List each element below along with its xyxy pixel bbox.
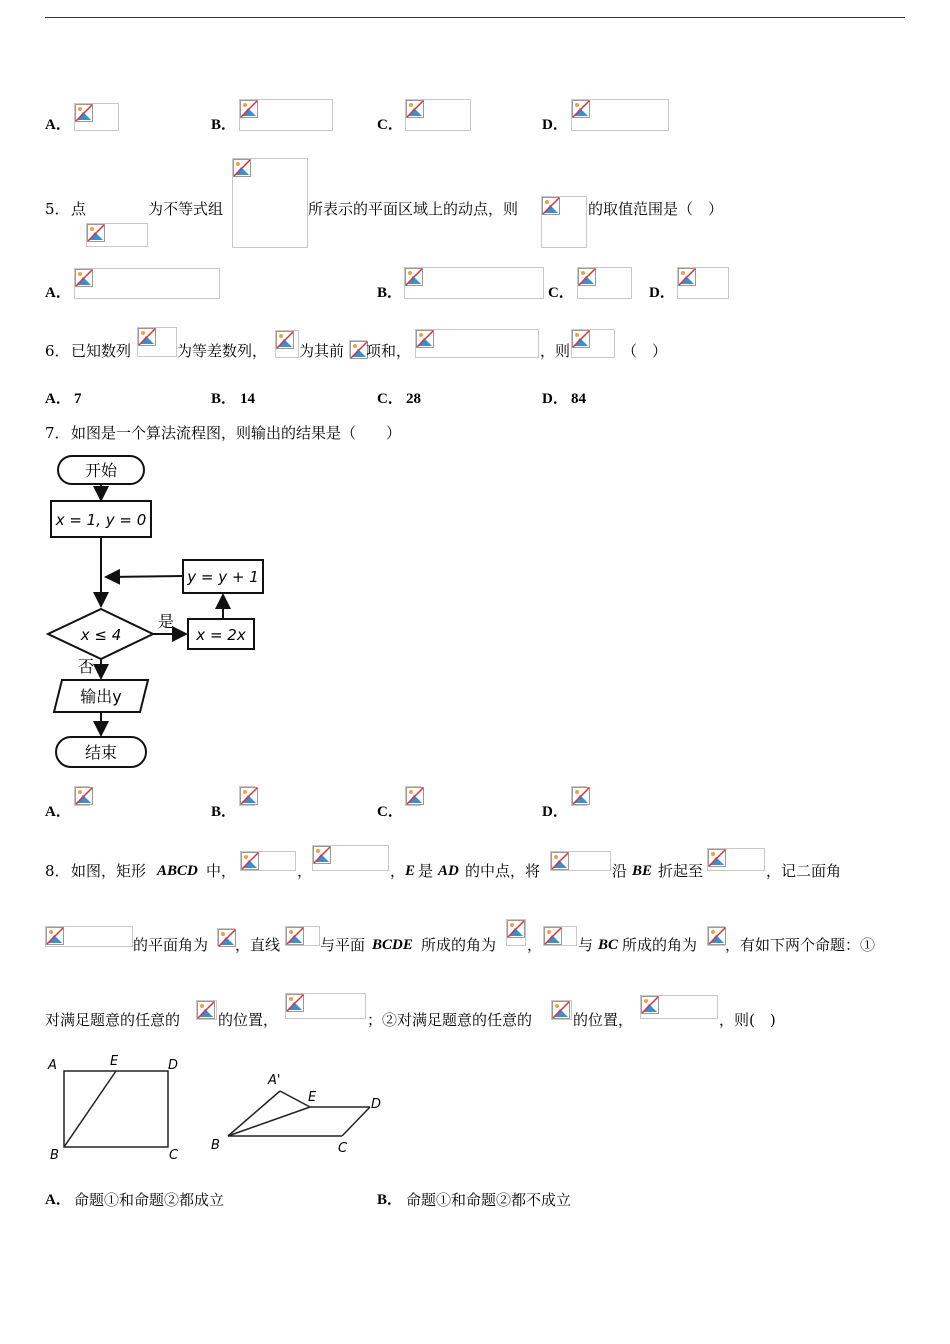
q7-option-a-image xyxy=(74,786,90,806)
q6-text-6: （ ） xyxy=(622,342,668,360)
rectangle-abcd xyxy=(64,1071,168,1147)
q8-l3-d: 的位置， xyxy=(573,1011,634,1029)
q8-l1-e: ， xyxy=(390,862,406,880)
q7-flowchart xyxy=(44,450,272,775)
q6-option-d-value: 84 xyxy=(571,391,586,407)
flow-update-x-text: x = 2x xyxy=(196,626,246,644)
q8-l1-l: 折起至 xyxy=(658,862,704,880)
flow-condition-text: x ≤ 4 xyxy=(80,626,122,644)
q4-option-d-label: D． xyxy=(542,117,568,133)
q7-option-a-label: A． xyxy=(45,804,71,820)
q8-proposition1-image xyxy=(285,993,366,1019)
q8-l2-bcde: BCDE xyxy=(372,937,413,953)
fig2-label-d: D xyxy=(371,1097,382,1112)
flow-init-box xyxy=(51,501,151,537)
q6-text-1: 已知数列 xyxy=(71,342,132,360)
q5-option-c-formula-image xyxy=(577,267,632,299)
q6-text-5: ，则 xyxy=(540,342,571,360)
flow-update-y-text: y = y + 1 xyxy=(187,568,259,586)
q6-option-b-value: 14 xyxy=(240,391,255,407)
fig1-label-c: C xyxy=(169,1148,179,1163)
q8-l1-c: 中， xyxy=(206,862,237,880)
q4-option-d-formula-image xyxy=(571,99,669,131)
q8-option-a-text: 命题①和命题②都成立 xyxy=(74,1191,225,1209)
fig1-label-e: E xyxy=(110,1054,119,1069)
q7-option-d-label: D． xyxy=(542,804,568,820)
q8-l3-a: 对满足题意的任意的 xyxy=(45,1011,181,1029)
q8-gamma-image xyxy=(707,926,725,946)
fig1-label-d: D xyxy=(168,1058,179,1073)
q5-text-4: 的取值范围是（ ） xyxy=(588,200,724,218)
fig1-label-a: A xyxy=(48,1058,57,1073)
q8-beta-image xyxy=(506,919,526,946)
q8-segment-image xyxy=(543,926,577,946)
fig2-label-a: A' xyxy=(268,1073,281,1088)
q8-l2-bc: BC xyxy=(598,937,619,953)
flow-init-text: x = 1, y = 0 xyxy=(55,511,147,529)
q8-l2-b: ，直线 xyxy=(235,936,281,954)
q7-stem: 如图是一个算法流程图，则输出的结果是（ ） xyxy=(71,424,402,442)
q5-text-3: 所表示的平面区域上的动点，则 xyxy=(308,200,519,218)
q5-text-1: 点 xyxy=(71,200,87,218)
q6-option-b-label: B． xyxy=(211,391,237,407)
q8-l1-be: BE xyxy=(632,863,653,879)
q8-triangle-abe-image xyxy=(550,851,611,871)
segment-ae xyxy=(280,1091,310,1107)
q5-inequality-system-image xyxy=(232,158,308,248)
q6-option-a-label: A． xyxy=(45,391,71,407)
q4-option-b-formula-image xyxy=(239,99,333,131)
flow-no-label: 否 xyxy=(77,657,95,676)
q6-n-image xyxy=(349,340,367,358)
q4-option-c-formula-image xyxy=(405,99,471,131)
q8-l2-a: 的平面角为 xyxy=(133,936,209,954)
q8-l3-point-image-2 xyxy=(551,1000,572,1020)
q8-l1-m: ，记二面角 xyxy=(766,862,842,880)
q5-expression-image xyxy=(541,196,587,248)
q8-l1-g: 是 xyxy=(418,862,434,880)
q8-proposition2-image xyxy=(640,995,718,1019)
q5-text-2: 为不等式组 xyxy=(148,200,224,218)
fig2-label-b: B xyxy=(211,1138,220,1153)
q8-figure-rectangle xyxy=(44,1052,188,1164)
fig1-label-b: B xyxy=(50,1148,59,1163)
header-rule xyxy=(45,17,905,18)
q5-option-b-label: B． xyxy=(377,285,403,301)
q6-option-d-label: D． xyxy=(542,391,568,407)
q5-option-c-label: C． xyxy=(548,285,574,301)
q8-l2-e: 所成的角为 xyxy=(421,936,497,954)
q6-condition-image xyxy=(415,329,539,358)
q5-point-image xyxy=(86,223,148,247)
q4-option-b-label: B． xyxy=(211,117,237,133)
q8-option-b-label: B． xyxy=(377,1192,403,1208)
fig2-label-c: C xyxy=(338,1141,348,1156)
q5-option-a-formula-image xyxy=(74,268,220,299)
q8-l1-j: 沿 xyxy=(612,862,628,880)
q7-option-d-image xyxy=(571,786,587,806)
q8-l2-g: 与 xyxy=(578,936,594,954)
q8-option-a-label: A． xyxy=(45,1192,71,1208)
q6-sequence-image xyxy=(137,327,177,357)
q6-target-image xyxy=(571,329,615,358)
q6-option-a-value: 7 xyxy=(74,391,82,407)
flow-end-text: 结束 xyxy=(84,743,118,762)
flow-yes-label: 是 xyxy=(157,612,175,631)
q8-l1-point-e: E xyxy=(405,863,416,879)
flow-output-parallelogram xyxy=(54,680,148,712)
q8-bc-image xyxy=(312,845,389,871)
q4-option-c-label: C． xyxy=(377,117,403,133)
q6-option-c-label: C． xyxy=(377,391,403,407)
q5-option-b-formula-image xyxy=(404,267,544,299)
q4-option-a-label: A． xyxy=(45,117,71,133)
q8-l1-ad: AD xyxy=(438,863,459,879)
flow-arrow-loop-back xyxy=(106,576,183,577)
q5-number: 5． xyxy=(45,200,70,218)
q5-option-a-label: A． xyxy=(45,285,71,301)
q7-option-b-label: B． xyxy=(211,804,237,820)
fig2-label-e: E xyxy=(308,1090,317,1105)
q8-l1-d: ， xyxy=(297,862,313,880)
q8-l2-i: 所成的角为 xyxy=(622,936,698,954)
q6-text-2: 为等差数列， xyxy=(177,342,268,360)
segment-ba xyxy=(228,1091,280,1136)
q6-option-c-value: 28 xyxy=(406,391,421,407)
q8-dihedral-image xyxy=(45,926,133,947)
flow-update-x-box xyxy=(188,619,254,649)
q7-option-c-label: C． xyxy=(377,804,403,820)
segment-be xyxy=(64,1071,116,1147)
flow-output-text: 输出y xyxy=(80,687,122,706)
q8-option-b-text: 命题①和命题②都不成立 xyxy=(406,1191,572,1209)
flow-update-y-box xyxy=(183,560,263,593)
flow-end-terminal xyxy=(56,737,146,767)
q8-l2-j: ，有如下两个命题：① xyxy=(725,936,876,954)
q8-l1-a: 如图，矩形 xyxy=(71,862,147,880)
q8-figure-folded xyxy=(206,1066,390,1158)
q8-l2-f: ， xyxy=(527,936,543,954)
q7-number: 7． xyxy=(45,424,70,442)
q8-l3-point-image-1 xyxy=(196,1000,217,1020)
segment-dc xyxy=(342,1107,370,1136)
q8-l1-abcd: ABCD xyxy=(157,863,198,879)
q8-line-image xyxy=(285,926,320,946)
q6-number: 6． xyxy=(45,342,70,360)
q8-triangle-abe-folded-image xyxy=(707,848,765,871)
q6-sn-image xyxy=(275,330,299,358)
q6-text-4: 项和， xyxy=(366,342,412,360)
flow-condition-diamond xyxy=(48,609,153,659)
q4-option-a-formula-image xyxy=(74,103,119,131)
flow-start-terminal xyxy=(58,456,144,484)
q8-number: 8． xyxy=(45,862,70,880)
q8-l3-e: ，则( ) xyxy=(719,1011,776,1029)
q8-l2-c: 与平面 xyxy=(320,936,366,954)
q8-alpha-image xyxy=(217,928,235,946)
q8-l1-i: 的中点，将 xyxy=(465,862,541,880)
q6-text-3: 为其前 xyxy=(299,342,345,360)
q7-option-c-image xyxy=(405,786,421,806)
q5-option-d-formula-image xyxy=(677,267,729,299)
q8-l3-c: ；②对满足题意的任意的 xyxy=(367,1011,533,1029)
segment-be-folded xyxy=(228,1107,310,1136)
flow-start-text: 开始 xyxy=(84,461,118,480)
q5-option-d-label: D． xyxy=(649,285,675,301)
q8-ab-image xyxy=(240,851,296,871)
q7-option-b-image xyxy=(239,786,255,806)
q8-l3-b: 的位置， xyxy=(218,1011,279,1029)
